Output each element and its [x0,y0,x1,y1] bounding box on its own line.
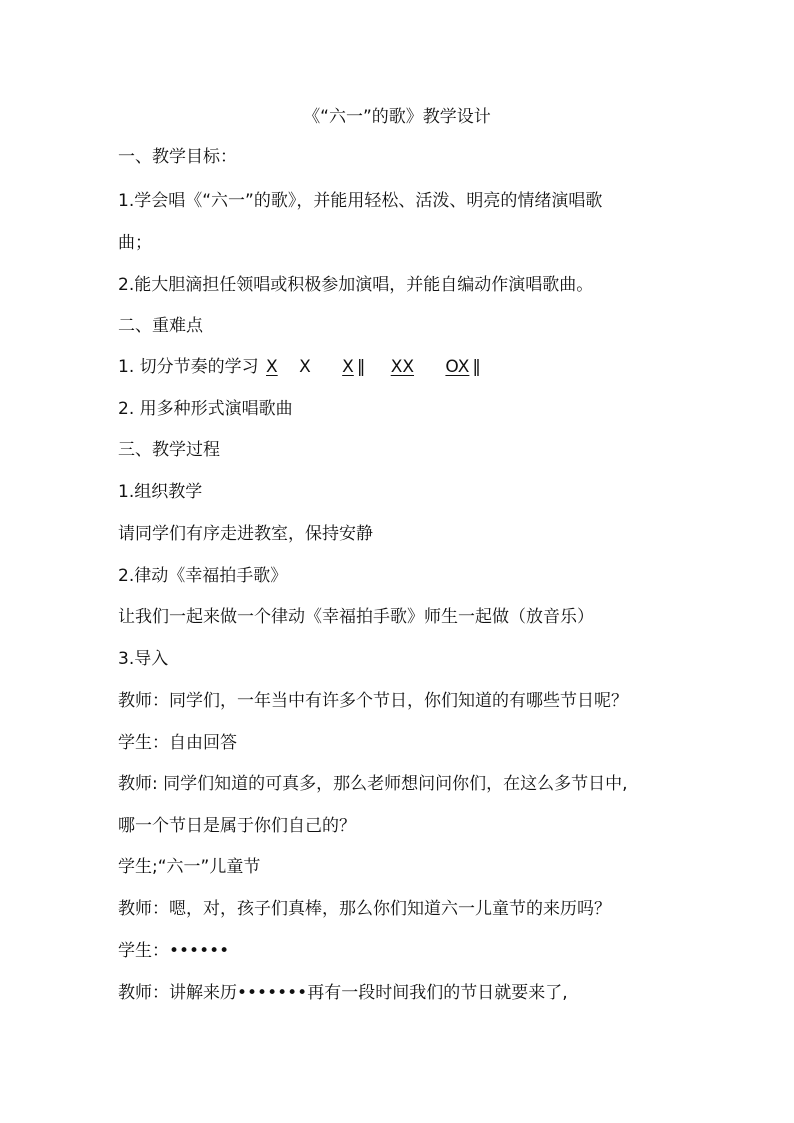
rhythm-note: X [266,357,278,377]
dialogue-teacher-2: 教师: 同学们知道的可真多，那么老师想问问你们，在这么多节日中, [118,774,628,794]
rhythm-note: OX [445,357,470,377]
dialogue-student-1: 学生：自由回答 [118,733,237,753]
dialogue-teacher-1: 教师：同学们，一年当中有许多个节日，你们知道的有哪些节日呢？ [118,691,628,711]
step-1-heading: 1.组织教学 [118,482,203,502]
step-1-text: 请同学们有序走进教室，保持安静 [118,524,373,544]
step-3-heading: 3.导入 [118,649,169,669]
rhythm-barline: ‖ [356,357,366,377]
section-heading-process: 三、教学过程 [118,440,220,460]
rhythm-note: X [299,357,311,377]
objective-1-continued: 曲； [118,233,152,253]
document-title: 《“六一”的歌》教学设计 [303,107,491,127]
key-point-2: 2. 用多种形式演唱歌曲 [118,399,293,419]
key-point-1 [118,353,698,381]
dialogue-student-3: 学生：•••••• [118,941,230,961]
section-heading-objectives: 一、教学目标： [118,147,237,167]
key-point-1-label: 1. 切分节奏的学习 [118,357,259,377]
objective-2: 2.能大胆滴担任领唱或积极参加演唱，并能自编动作演唱歌曲。 [118,275,594,295]
dialogue-teacher-2-continued: 哪一个节日是属于你们自己的？ [118,816,356,836]
rhythm-note: XX [390,357,415,377]
section-heading-key-points: 二、重难点 [118,316,203,336]
rhythm-barline: ‖ [472,357,481,377]
step-2-heading: 2.律动《幸福拍手歌》 [118,566,288,586]
objective-1: 1.学会唱《“六一”的歌》，并能用轻松、活泼、明亮的情绪演唱歌 [118,191,603,211]
rhythm-note: X [342,357,354,377]
rhythm-notation [266,353,481,381]
dialogue-student-2: 学生;“六一”儿童节 [118,857,261,877]
step-2-text: 让我们一起来做一个律动《幸福拍手歌》师生一起做（放音乐） [118,607,594,627]
dialogue-teacher-3: 教师：嗯，对，孩子们真棒，那么你们知道六一儿童节的来历吗？ [118,899,611,919]
dialogue-teacher-4: 教师：讲解来历•••••••再有一段时间我们的节日就要来了, [118,983,568,1003]
